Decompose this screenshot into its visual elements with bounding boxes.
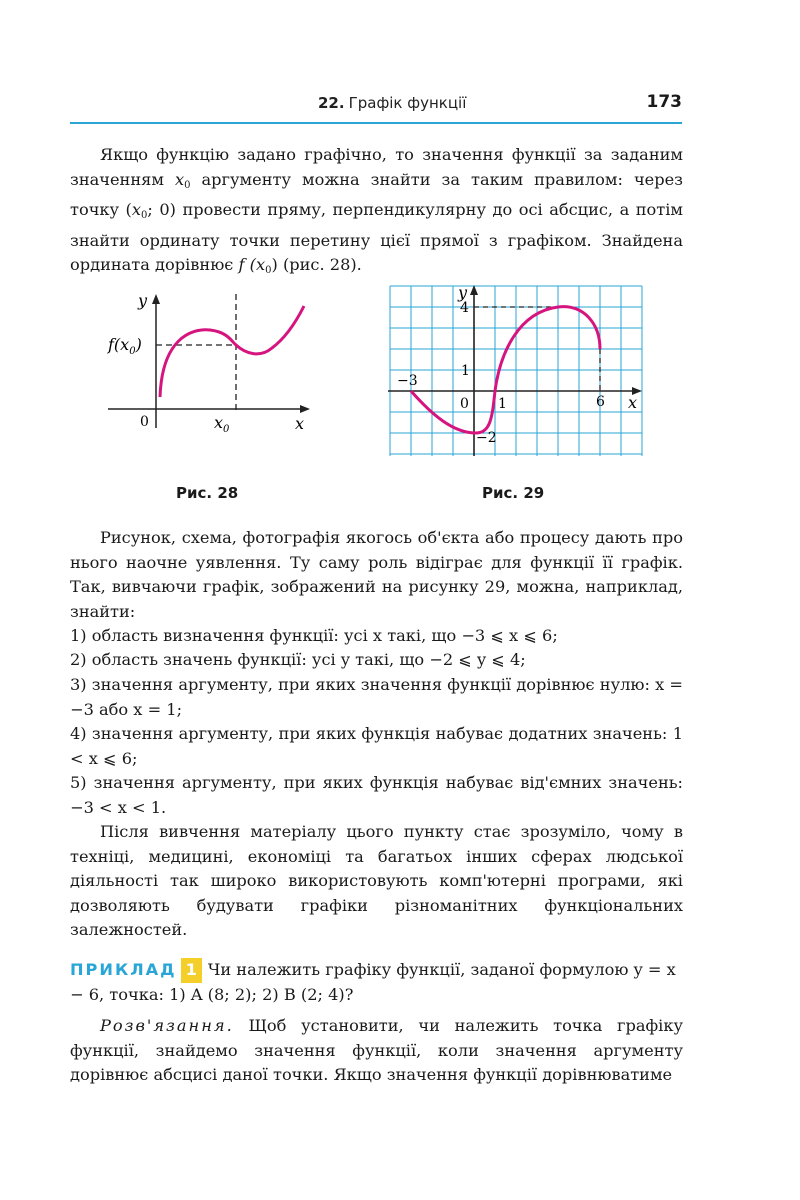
fig29-tick-6: 6 [596, 394, 605, 410]
page-number: 173 [646, 92, 682, 112]
fig28-y-label: y [138, 291, 148, 310]
fig28-x-arrow [300, 405, 310, 413]
fig28-curve [160, 306, 304, 397]
fig28-origin: 0 [140, 414, 149, 430]
example-number-badge: 1 [181, 958, 202, 983]
example-block [70, 958, 683, 1007]
fig29-tick-4: 4 [460, 300, 469, 316]
list-item-4: 4) значення аргументу, при яких функція набуває додатних значень: 1 < x ⩽ 6; [70, 724, 683, 768]
example-label: ПРИКЛАД [70, 960, 177, 979]
body-paragraph-1: Рисунок, схема, фотографія якогось об'єкта або процесу дають про нього наочне уявлення. Ту саму роль відіграє для функції її графік. Так, вивчаючи графік, зображений на рисунку 29, можна, наприклад, знайти: [70, 528, 683, 621]
fig28-fx0-label: $f(x_0)$ [108, 335, 142, 357]
fig29-x-label: x [628, 393, 638, 412]
section-title: 22. Графік функції [318, 94, 467, 112]
fig29-origin: 0 [460, 396, 469, 412]
figure-29 [388, 284, 646, 458]
fig28-x-label: x [295, 414, 305, 433]
fig28-x0-label: $x_0$ [214, 413, 230, 435]
list-item-2: 2) область значень функції: усі y такі, що −2 ⩽ y ⩽ 4; [70, 650, 526, 669]
solution-paragraph: Розв'язання. Щоб установити, чи належить точка графіку функції, знайдемо значення функції, коли значення аргументу дорівнює абсцисі даної точки. Якщо значення функції дорівнюватиме [70, 1016, 683, 1084]
page-header [70, 92, 682, 124]
fig29-tick-1-x: 1 [498, 396, 507, 412]
fig29-tick-m3: −3 [397, 373, 418, 389]
fig28-y-arrow [152, 294, 160, 304]
example-question: Чи належить графіку функції, заданої формулою y = x − 6, точка: 1) A (8; 2); 2) B (2; 4)? [70, 960, 676, 1004]
fig28-caption: Рис. 28 [176, 484, 239, 502]
list-item-1: 1) область визначення функції: усі x такі, що −3 ⩽ x ⩽ 6; [70, 626, 558, 645]
list-item-3: 3) значення аргументу, при яких значення функції дорівнює нулю: x = −3 або x = 1; [70, 675, 683, 719]
fig29-tick-1-y: 1 [461, 363, 470, 379]
fig29-y-label: y [458, 284, 468, 302]
fig29-tick-m2: −2 [476, 430, 497, 446]
fig29-grid [390, 286, 642, 456]
figure-28 [100, 288, 320, 438]
body-paragraph-2: Після вивчення матеріалу цього пункту стає зрозуміло, чому в техніці, медицині, економіці та багатьох інших сферах людської діяльності так широко використовують комп'ютерні програми, які дозволяють будувати графіки різноманітних функціональних залежностей. [70, 822, 683, 939]
list-item-5: 5) значення аргументу, при яких функція набуває від'ємних значень: −3 < x < 1. [70, 773, 683, 817]
fig29-caption: Рис. 29 [482, 484, 545, 502]
intro-paragraph: Якщо функцію задано графічно, то значення функції за заданим значенням $x_0$ аргументу можна знайти за таким правилом: через точку ($x_0$; 0) провести пряму, перпендикулярну до осі абсцис, а потім знайти ординату точки перетину цієї прямої з графіком. Знайдена ордината дорівнює f $(x_0)$ (рис. 28). [70, 145, 683, 276]
